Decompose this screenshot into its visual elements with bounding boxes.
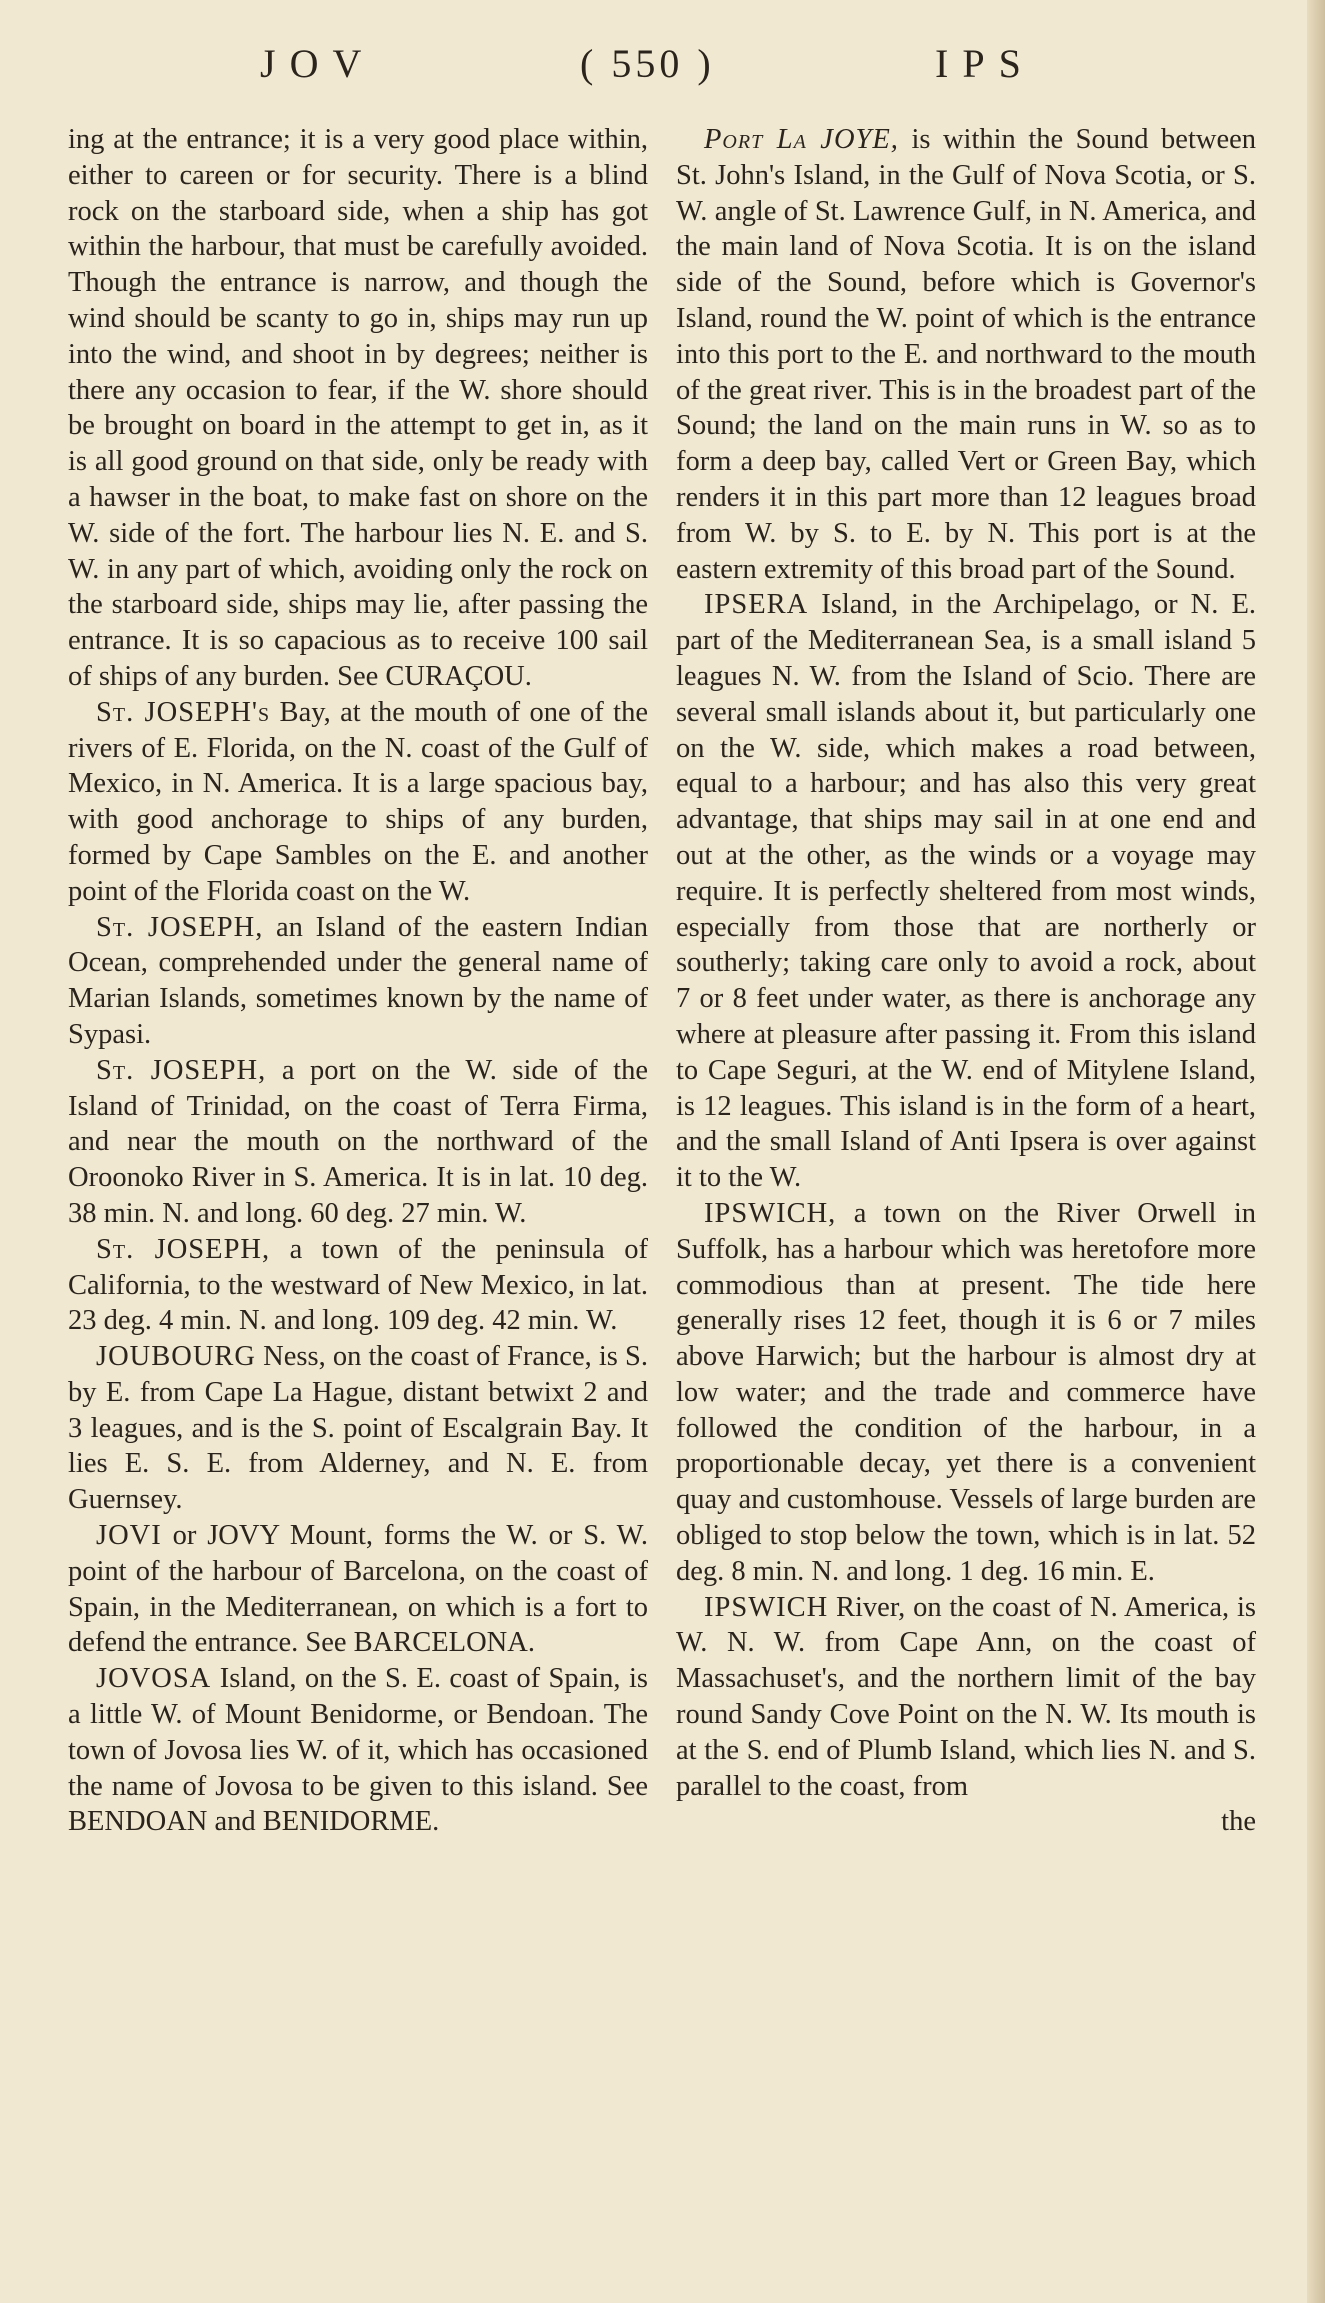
entry-text: Bay, at the mouth of one of the rivers of E. Florida, on the N. coast of the Gulf of Mexico, in N. America. It is a large spacious bay, with good anchorage to ships of any burden, formed by Cape Sambles on the E. and another point of the Florida coast on the W.	[68, 696, 648, 907]
running-header	[0, 40, 1325, 110]
entry-paragraph	[68, 1053, 648, 1232]
entry-text: a town on the River Orwell in Suffolk, has a harbour which was heretofore more commodious than at present. The tide here generally rises 12 feet, though it is 6 or 7 miles above Harwich; but the harbour is almost dry at low water; and the trade and commerce have followed the condition of the harbour, in a proportionable decay, yet there is a convenient quay and customhouse. Vessels of large burden are obliged to stop below the town, which is in lat. 52 deg. 8 min. N. and long. 1 deg. 16 min. E.	[676, 1197, 1256, 1587]
entry-headword: St. JOSEPH's	[96, 696, 271, 728]
entry-text: is within the Sound between St. John's Island, in the Gulf of Nova Scotia, or S. W. angle of St. Lawrence Gulf, in N. America, and the main land of Nova Scotia. It is on the island side of the Sound, before which is Governor's Island, round the W. point of which is the entrance into this port to the E. and northward to the mouth of the great river. This is in the broadest part of the Sound; the land on the main runs in W. so as to form a deep bay, called Vert or Green Bay, which renders it in this part more than 12 leagues broad from W. by S. to E. by N. This port is at the eastern extremity of this broad part of the Sound.	[676, 124, 1256, 585]
entry-paragraph	[68, 1661, 648, 1840]
page-number: ( 550 )	[580, 41, 715, 86]
entry-text: ing at the entrance; it is a very good place within, either to careen or for security. There is a blind rock on the starboard side, when a ship has got within the harbour, that must be carefully avoided. Though the entrance is narrow, and though the wind should be scanty to go in, ships may run up into the wind, and shoot in by degrees; neither is there any occasion to fear, if the W. shore should be brought on board in the attempt to get in, as it is all good ground on that side, only be ready with a hawser in the boat, to make fast on shore on the W. side of the fort. The harbour lies N. E. and S. W. in any part of which, avoiding only the rock on the starboard side, ships may lie, after passing the entrance. It is so capacious as to receive 100 sail of ships of any burden. See CURAÇOU.	[68, 124, 648, 692]
entry-paragraph	[676, 1196, 1256, 1590]
entry-paragraph	[68, 1339, 648, 1518]
catchword	[676, 1804, 1256, 1840]
entry-paragraph	[68, 122, 648, 695]
entry-paragraph	[676, 587, 1256, 1196]
page-edge-shadow	[1307, 0, 1325, 2303]
entry-text: Island, in the Archipelago, or N. E. part of the Mediterranean Sea, is a small island 5 leagues N. W. from the Island of Scio. There are several small islands about it, but particularly one on the W. side, which makes a road between, equal to a harbour; and has also this very great advantage, that ships may sail in at one end and out at the other, as the winds or a voyage may require. It is perfectly sheltered from most winds, especially from those that are northerly or southerly; taking care only to avoid a rock, about 7 or 8 feet under water, as there is anchorage any where at pleasure after passing it. From this island to Cape Seguri, at the W. end of Mitylene Island, is 12 leagues. This island is in the form of a heart, and the small Island of Anti Ipsera is over against it to the W.	[676, 589, 1256, 1194]
entry-headword: St. JOSEPH,	[96, 1233, 271, 1265]
entry-paragraph	[68, 1232, 648, 1339]
entry-text: or JOVY Mount, forms the W. or S. W. point of the harbour of Barcelona, on the coast of Spain, in the Mediterranean, on which is a fort to defend the entrance. See BARCELONA.	[68, 1520, 648, 1659]
right-column	[676, 122, 1256, 1840]
entry-paragraph	[676, 122, 1256, 587]
catchword-text: the	[1221, 1806, 1256, 1838]
entry-text: Ness, on the coast of France, is S. by E. from Cape La Hague, distant betwixt 2 and 3 leagues, and is the S. point of Escalgrain Bay. It lies E. S. E. from Alderney, and N. E. from Guernsey.	[68, 1341, 648, 1516]
entry-headword: St. JOSEPH,	[96, 911, 264, 943]
entry-paragraph	[68, 910, 648, 1053]
entry-text: a port on the W. side of the Island of Trinidad, on the coast of Terra Firma, and near the mouth on the northward of the Oroonoko River in S. America. It is in lat. 10 deg. 38 min. N. and long. 60 deg. 27 min. W.	[68, 1054, 648, 1229]
entry-paragraph	[676, 1590, 1256, 1805]
entry-headword: JOVI	[96, 1520, 162, 1552]
entry-paragraph	[68, 695, 648, 910]
entry-headword: Port La JOYE,	[704, 124, 899, 155]
entry-headword: IPSERA	[704, 589, 809, 621]
entry-headword: JOUBOURG	[96, 1341, 257, 1373]
header-right-catchword: IPS	[935, 41, 1035, 86]
header-left-catchword: JOV	[260, 41, 376, 86]
entry-headword: IPSWICH,	[704, 1197, 837, 1229]
left-column	[68, 122, 648, 1840]
entry-text: an Island of the eastern Indian Ocean, comprehended under the general name of Marian Islands, sometimes known by the name of Sypasi.	[68, 911, 648, 1050]
entry-headword: IPSWICH	[704, 1591, 829, 1623]
entry-paragraph	[68, 1518, 648, 1661]
entry-text: a town of the peninsula of California, to the westward of New Mexico, in lat. 23 deg. 4 min. N. and long. 109 deg. 42 min. W.	[68, 1233, 648, 1337]
entry-text: River, on the coast of N. America, is W. N. W. from Cape Ann, on the coast of Massachuset's, and the northern limit of the bay round Sandy Cove Point on the N. W. Its mouth is at the S. end of Plumb Island, which lies N. and S. parallel to the coast, from	[676, 1591, 1256, 1802]
entry-text: Island, on the S. E. coast of Spain, is a little W. of Mount Benidorme, or Bendoan. The town of Jovosa lies W. of it, which has occasioned the name of Jovosa to be given to this island. See BENDOAN and BENIDORME.	[68, 1663, 648, 1838]
entry-headword: JOVOSA	[96, 1663, 212, 1695]
entry-headword: St. JOSEPH,	[96, 1054, 267, 1086]
